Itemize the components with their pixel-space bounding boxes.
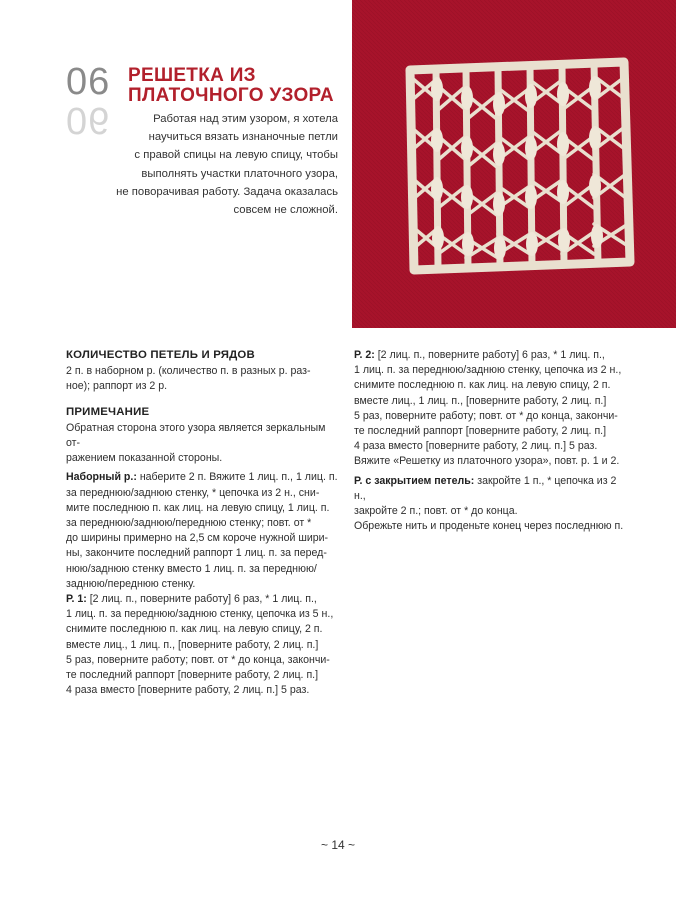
row-2-line: вместе лиц., 1 лиц. п., [поверните работу, 2 лиц. п.] (354, 394, 607, 407)
cast-on-line: ны, закончите последний раппорт 1 лиц. п. за перед- (66, 547, 327, 560)
cast-on-line: за переднюю/заднюю стенку, * цепочка из 2 н., сни- (66, 486, 320, 499)
intro-line: с правой спицы на левую спицу, чтобы (134, 149, 338, 162)
swatch-photo (352, 0, 676, 328)
intro-line: научиться вязать изнаночные петли (148, 131, 338, 144)
instructions-column-left (66, 348, 342, 698)
row-1-line: снимите последнюю п. как лиц. на левую спицу, 2 п. (66, 623, 323, 636)
cast-on-line: мите последнюю п. как лиц. на левую спицу, 1 лиц. п. (66, 501, 330, 514)
pattern-number: 06 (66, 61, 111, 103)
row-2-text: [2 лиц. п., поверните работу] 6 раз, * 1 лиц. п., (374, 349, 605, 361)
cast-on-text: наберите 2 п. Вяжите 1 лиц. п., 1 лиц. п. (136, 471, 338, 484)
intro-line: Работая над этим узором, я хотела (153, 113, 338, 125)
cast-on-label: Наборный р.: (66, 471, 137, 484)
cast-on-line: до ширины примерно на 2,5 см короче нужной шири- (66, 532, 329, 545)
pattern-number-reflection: 06 (66, 99, 111, 141)
row-2-line: 5 раз, поверните работу; повт. от * до конца, закончи- (354, 409, 618, 422)
instructions-column-right (354, 348, 630, 534)
bind-off-row (354, 474, 630, 504)
intro-line: не поворачивая работу. Задача оказалась (116, 185, 338, 198)
note-line: Обратная сторона этого узора является зеркальным от- (66, 421, 326, 450)
row-1 (66, 592, 342, 607)
row-2-line: те последний раппорт [поверните работу, 2 лиц. п.] (354, 425, 607, 438)
row-2-line: Вяжите «Решетку из платочного узора», повт. р. 1 и 2. (354, 455, 620, 468)
row-1-line: 5 раз, поверните работу; повт. от * до конца, закончи- (66, 653, 330, 666)
bind-off-text: закройте 1 п., * цепочка из 2 н., (354, 474, 617, 502)
row-1-line: 1 лиц. п. за переднюю/заднюю стенку, цепочка из 5 н., (66, 608, 334, 621)
row-2 (354, 348, 630, 363)
row-1-line: вместе лиц., 1 лиц. п., [поверните работу, 2 лиц. п.] (66, 638, 319, 651)
intro-text (80, 110, 338, 219)
bind-off-line: закройте 2 п.; повт. от * до конца. (354, 505, 518, 518)
bind-off-label: Р. с закрытием петель: (354, 474, 475, 487)
bind-off-line: Обрежьте нить и проденьте конец через последнюю п. (354, 520, 624, 533)
row-2-label: Р. 2: (354, 349, 375, 361)
stitches-line: 2 п. в наборном р. (количество п. в разных р. раз- (66, 365, 311, 378)
row-1-text: [2 лиц. п., поверните работу] 6 раз, * 1 лиц. п., (86, 593, 317, 606)
title-line-2: ПЛАТОЧНОГО УЗОРА (128, 85, 334, 106)
stitches-line: ное); раппорт из 2 р. (66, 380, 168, 393)
cast-on-line: заднюю/переднюю стенку. (66, 577, 196, 590)
note-heading: ПРИМЕЧАНИЕ (66, 405, 150, 418)
stitches-heading: КОЛИЧЕСТВО ПЕТЕЛЬ И РЯДОВ (66, 349, 255, 361)
knitted-lace-swatch-image (352, 0, 676, 328)
pattern-title (128, 66, 338, 106)
cast-on-row (66, 470, 342, 485)
row-2-line: 4 раза вместо [поверните работу, 2 лиц. п.] 5 раз. (354, 440, 598, 453)
row-2-line: снимите последнюю п. как лиц. на левую спицу, 2 п. (354, 379, 611, 392)
intro-line: выполнять участки платочного узора, (141, 167, 338, 180)
intro-line: совсем не сложной. (233, 204, 338, 217)
row-1-line: 4 раза вместо [поверните работу, 2 лиц. п.] 5 раз. (66, 684, 310, 697)
note-line: ражением показанной стороны. (66, 452, 223, 465)
row-1-label: Р. 1: (66, 593, 87, 606)
cast-on-line: за переднюю/заднюю/переднюю стенку; повт. от * (66, 517, 312, 530)
cast-on-line: нюю/заднюю стенку вместо 1 лиц. п. за переднюю/ (66, 562, 317, 575)
row-1-line: те последний раппорт [поверните работу, 2 лиц. п.] (66, 669, 319, 682)
title-line-1: РЕШЕТКА ИЗ (128, 65, 256, 86)
page-number: ~ 14 ~ (320, 838, 356, 852)
row-2-line: 1 лиц. п. за переднюю/заднюю стенку, цепочка из 2 н., (354, 364, 622, 377)
